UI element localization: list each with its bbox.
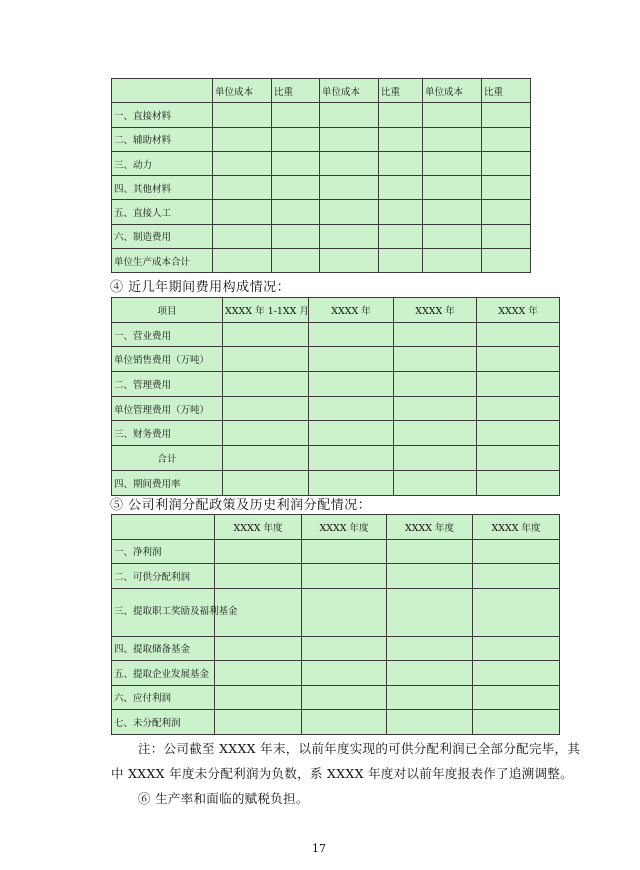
empty-cell (309, 446, 394, 471)
header-cell: 单位成本 (423, 79, 482, 103)
empty-cell (379, 127, 423, 151)
empty-cell (473, 685, 560, 710)
row-label: 四、期间费用率 (112, 470, 223, 495)
table-row (112, 103, 531, 127)
empty-cell (213, 127, 272, 151)
empty-cell (223, 322, 309, 347)
empty-cell (309, 347, 394, 372)
table-row (112, 539, 560, 564)
header-cell (112, 515, 215, 540)
empty-cell (320, 176, 379, 200)
empty-cell (309, 322, 394, 347)
empty-cell (423, 224, 482, 248)
note-line-2: 中 XXXX 年度未分配利润为负数，系 XXXX 年度对以前年度报表作了追溯调整。 (111, 766, 573, 781)
header-cell: XXXX 年 (477, 298, 560, 323)
empty-cell (482, 224, 531, 248)
table-row (112, 151, 531, 175)
row-label: 二、可供分配利润 (112, 564, 215, 589)
empty-cell (320, 249, 379, 273)
empty-cell (320, 200, 379, 224)
empty-cell (387, 636, 473, 661)
empty-cell (423, 176, 482, 200)
empty-cell (223, 372, 309, 397)
table-row (112, 661, 560, 686)
table-row (112, 372, 560, 397)
empty-cell (302, 636, 387, 661)
header-cell: XXXX 年度 (387, 515, 473, 540)
empty-cell (387, 564, 473, 589)
empty-cell (309, 421, 394, 446)
header-cell: 单位成本 (320, 79, 379, 103)
empty-cell (482, 249, 531, 273)
row-label: 单位管理费用（万吨） (112, 396, 223, 421)
table-row (112, 470, 560, 495)
empty-cell (477, 322, 560, 347)
row-label: 单位生产成本合计 (112, 249, 213, 273)
table-row (112, 200, 531, 224)
empty-cell (215, 539, 302, 564)
empty-cell (394, 322, 477, 347)
row-label: 一、营业费用 (112, 322, 223, 347)
empty-cell (272, 200, 320, 224)
empty-cell (482, 200, 531, 224)
table-row (112, 685, 560, 710)
empty-cell (394, 396, 477, 421)
empty-cell (387, 710, 473, 735)
empty-cell (309, 470, 394, 495)
empty-cell (309, 396, 394, 421)
empty-cell (379, 249, 423, 273)
row-label: 一、直接材料 (112, 103, 213, 127)
empty-cell (394, 372, 477, 397)
empty-cell (213, 249, 272, 273)
empty-cell (473, 588, 560, 636)
profit-distribution-table (111, 514, 560, 735)
period-expense-table (111, 297, 560, 496)
empty-cell (423, 103, 482, 127)
table-row (112, 396, 560, 421)
empty-cell (387, 539, 473, 564)
header-cell: 比重 (482, 79, 531, 103)
empty-cell (379, 224, 423, 248)
table-row (112, 176, 531, 200)
row-label: 三、财务费用 (112, 421, 223, 446)
row-label: 四、其他材料 (112, 176, 213, 200)
row-label: 合计 (112, 446, 223, 471)
table-header-row (112, 515, 560, 540)
empty-cell (473, 710, 560, 735)
empty-cell (302, 564, 387, 589)
empty-cell (213, 103, 272, 127)
empty-cell (482, 127, 531, 151)
empty-cell (223, 396, 309, 421)
row-label: 三、动力 (112, 151, 213, 175)
empty-cell (215, 685, 302, 710)
header-cell (112, 79, 213, 103)
empty-cell (423, 151, 482, 175)
empty-cell (272, 151, 320, 175)
empty-cell (473, 539, 560, 564)
section-heading-6: ⑥ 生产率和面临的赋税负担。 (138, 791, 309, 806)
table-header-row (112, 298, 560, 323)
empty-cell (482, 103, 531, 127)
empty-cell (213, 176, 272, 200)
empty-cell (477, 421, 560, 446)
header-cell: XXXX 年 (309, 298, 394, 323)
empty-cell (272, 127, 320, 151)
table-row (112, 636, 560, 661)
empty-cell (272, 249, 320, 273)
empty-cell (223, 446, 309, 471)
empty-cell (302, 539, 387, 564)
table-row (112, 347, 560, 372)
row-label: 五、提取企业发展基金 (112, 661, 215, 686)
empty-cell (477, 446, 560, 471)
header-cell: XXXX 年度 (215, 515, 302, 540)
empty-cell (423, 127, 482, 151)
row-label: 七、未分配利润 (112, 710, 215, 735)
empty-cell (423, 249, 482, 273)
empty-cell (423, 200, 482, 224)
empty-cell (302, 661, 387, 686)
empty-cell (379, 176, 423, 200)
header-cell: XXXX 年度 (302, 515, 387, 540)
empty-cell (320, 224, 379, 248)
table-row (112, 421, 560, 446)
empty-cell (309, 372, 394, 397)
empty-cell (272, 224, 320, 248)
table-row (112, 127, 531, 151)
empty-cell (302, 710, 387, 735)
empty-cell (379, 200, 423, 224)
empty-cell (215, 564, 302, 589)
empty-cell (379, 103, 423, 127)
row-label: 四、提取储备基金 (112, 636, 215, 661)
unit-cost-table (111, 78, 531, 273)
table-row (112, 224, 531, 248)
empty-cell (223, 347, 309, 372)
table-row (112, 249, 531, 273)
row-label: 二、管理费用 (112, 372, 223, 397)
empty-cell (473, 564, 560, 589)
empty-cell (482, 151, 531, 175)
note-line-1: 注：公司截至 XXXX 年末，以前年度实现的可供分配利润已全部分配完毕，其 (138, 741, 581, 756)
empty-cell (394, 446, 477, 471)
table-row (112, 446, 560, 471)
table-row (112, 710, 560, 735)
empty-cell (223, 470, 309, 495)
empty-cell (379, 151, 423, 175)
empty-cell (272, 176, 320, 200)
empty-cell (272, 103, 320, 127)
row-label: 二、辅助材料 (112, 127, 213, 151)
empty-cell (394, 421, 477, 446)
empty-cell (477, 470, 560, 495)
empty-cell (213, 151, 272, 175)
empty-cell (394, 470, 477, 495)
table-row (112, 564, 560, 589)
table-row (112, 322, 560, 347)
section-heading-5: ⑤ 公司利润分配政策及历史利润分配情况： (110, 498, 372, 513)
row-label: 一、净利润 (112, 539, 215, 564)
empty-cell (394, 347, 477, 372)
empty-cell (223, 421, 309, 446)
empty-cell (302, 588, 387, 636)
row-label: 六、制造费用 (112, 224, 213, 248)
header-cell: XXXX 年 1-1XX 月 (223, 298, 309, 323)
row-label: 单位销售费用（万吨） (112, 347, 223, 372)
empty-cell (477, 396, 560, 421)
empty-cell (215, 661, 302, 686)
empty-cell (320, 151, 379, 175)
empty-cell (473, 661, 560, 686)
header-cell: 比重 (272, 79, 320, 103)
row-label: 六、应付利润 (112, 685, 215, 710)
table-header-row (112, 79, 531, 103)
empty-cell (213, 224, 272, 248)
table-row (112, 588, 560, 636)
empty-cell (482, 176, 531, 200)
empty-cell (473, 636, 560, 661)
empty-cell (387, 685, 473, 710)
section-heading-4: ④ 近几年期间费用构成情况： (110, 280, 291, 295)
page-number: 17 (312, 842, 326, 855)
row-label: 五、直接人工 (112, 200, 213, 224)
header-cell: 单位成本 (213, 79, 272, 103)
row-label: 三、提取职工奖励及福利基金 (112, 588, 215, 636)
empty-cell (215, 710, 302, 735)
header-cell: 比重 (379, 79, 423, 103)
header-cell: 项目 (112, 298, 223, 323)
empty-cell (477, 372, 560, 397)
header-cell: XXXX 年度 (473, 515, 560, 540)
empty-cell (213, 200, 272, 224)
header-cell: XXXX 年 (394, 298, 477, 323)
empty-cell (302, 685, 387, 710)
empty-cell (477, 347, 560, 372)
empty-cell (387, 588, 473, 636)
empty-cell (215, 636, 302, 661)
empty-cell (320, 127, 379, 151)
empty-cell (387, 661, 473, 686)
empty-cell (320, 103, 379, 127)
